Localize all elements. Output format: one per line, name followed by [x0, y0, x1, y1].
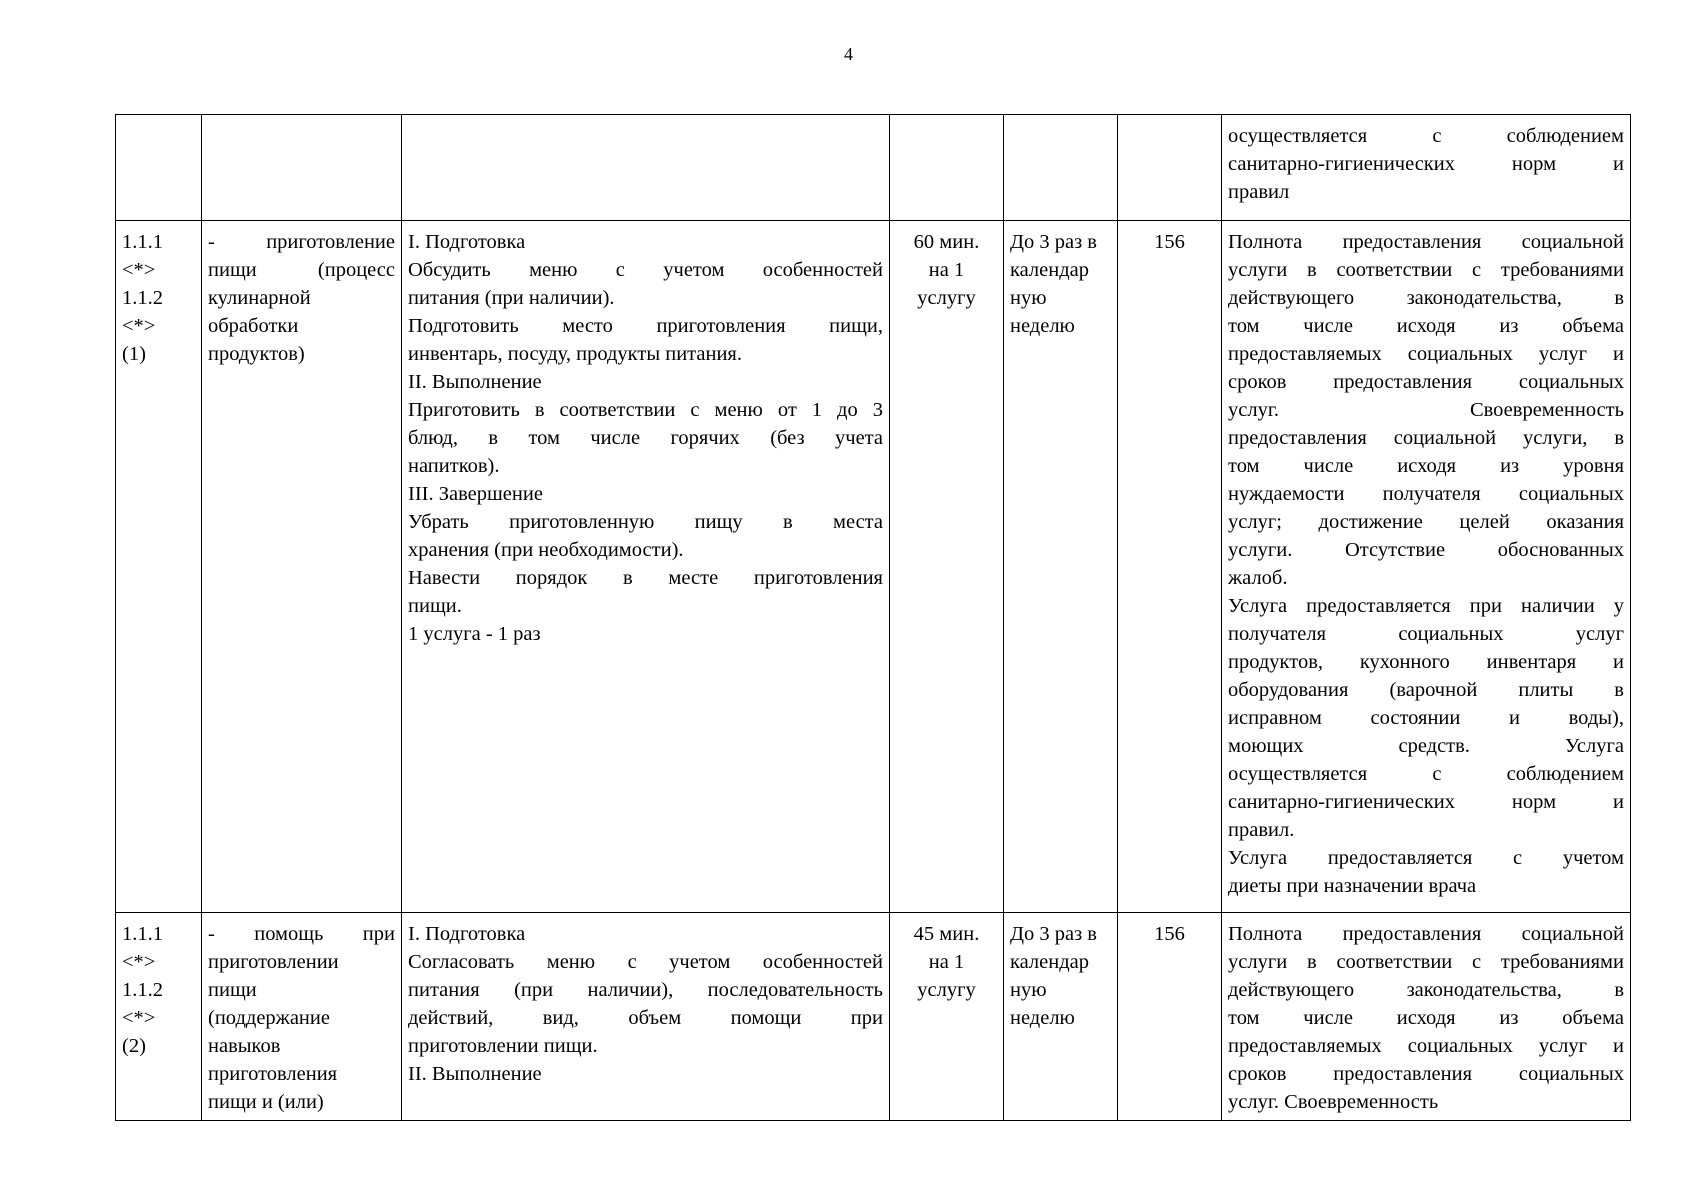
text-line: на 1	[928, 259, 965, 281]
text-line: моющих средств. Услуга	[1228, 735, 1624, 757]
quality-cell	[1222, 913, 1631, 1121]
text-line: Навести порядок в месте приготовления	[408, 567, 883, 589]
text-line: приготовления	[208, 1063, 338, 1085]
procedure-cell	[402, 221, 890, 913]
id-cell	[116, 221, 202, 913]
text-line: осуществляется с соблюдением	[1228, 763, 1624, 785]
text-line: Полнота предоставления социальной	[1228, 923, 1624, 945]
name-cell	[202, 221, 402, 913]
text-line: санитарно-гигиенических норм и	[1228, 153, 1624, 175]
text-line: услугу	[917, 979, 976, 1001]
table-row	[116, 221, 1631, 913]
text-line: продуктов)	[208, 343, 305, 365]
text-line: услуг. Своевременность	[1228, 1091, 1439, 1113]
text-line: нуждаемости получателя социальных	[1228, 483, 1624, 505]
text-line: осуществляется с соблюдением	[1228, 125, 1624, 147]
text-line: пищи (процесс	[208, 259, 395, 281]
name-cell	[202, 115, 402, 221]
text-line: пищи.	[408, 595, 462, 617]
procedure-cell	[402, 913, 890, 1121]
text-line: Обсудить меню с учетом особенностей	[408, 259, 883, 281]
text-line: <*>	[122, 1007, 156, 1029]
text-line: услуги в соответствии с требованиями	[1228, 259, 1624, 281]
id-cell	[116, 913, 202, 1121]
text-line: Подготовить место приготовления пищи,	[408, 315, 883, 337]
text-line: 1.1.1	[122, 231, 163, 253]
text-line: сроков предоставления социальных	[1228, 1063, 1624, 1085]
frequency-cell	[1004, 221, 1118, 913]
text-line: услугу	[917, 287, 976, 309]
text-line: приготовлении	[208, 951, 339, 973]
text-line: блюд, в том числе горячих (без учета	[408, 427, 883, 449]
text-line: получателя социальных услуг	[1228, 623, 1624, 645]
text-line: Убрать приготовленную пищу в места	[408, 511, 883, 533]
text-line: услуг; достижение целей оказания	[1228, 511, 1624, 533]
text-line: (2)	[122, 1035, 146, 1057]
count-cell	[1118, 221, 1222, 913]
text-line: 1.1.2	[122, 287, 163, 309]
table-row	[116, 115, 1631, 221]
text-line: - приготовление	[208, 231, 395, 253]
text-line: I. Подготовка	[408, 231, 526, 253]
text-line: обработки	[208, 315, 299, 337]
text-line: пищи	[208, 979, 257, 1001]
procedure-cell	[402, 115, 890, 221]
text-line: кулинарной	[208, 287, 311, 309]
text-line: санитарно-гигиенических норм и	[1228, 791, 1624, 813]
id-cell	[116, 115, 202, 221]
text-line: II. Выполнение	[408, 1063, 542, 1085]
text-line: I. Подготовка	[408, 923, 526, 945]
text-line: инвентарь, посуду, продукты питания.	[408, 343, 742, 365]
table-row	[116, 913, 1631, 1121]
text-line: 1.1.2	[122, 979, 163, 1001]
text-line: навыков	[208, 1035, 281, 1057]
quality-cell	[1222, 115, 1631, 221]
text-line: II. Выполнение	[408, 371, 542, 393]
text-line: пищи и (или)	[208, 1091, 324, 1113]
text-line: Приготовить в соответствии с меню от 1 до 3	[408, 399, 883, 421]
text-line: правил.	[1228, 819, 1295, 841]
text-line: услуги. Отсутствие обоснованных	[1228, 539, 1624, 561]
text-line: действующего законодательства, в	[1228, 979, 1624, 1001]
text-line: жалоб.	[1228, 567, 1288, 589]
time-cell	[890, 913, 1004, 1121]
text-line: предоставляемых социальных услуг и	[1228, 1035, 1624, 1057]
text-line: <*>	[122, 259, 156, 281]
text-line: - помощь при	[208, 923, 395, 945]
time-cell	[890, 221, 1004, 913]
page-number: 4	[844, 44, 853, 64]
text-line: диеты при назначении врача	[1228, 875, 1477, 897]
text-line: <*>	[122, 951, 156, 973]
text-line: До 3 раз в	[1010, 231, 1097, 253]
quality-cell	[1222, 221, 1631, 913]
text-line: Услуга предоставляется при наличии у	[1228, 595, 1624, 617]
text-line: ную	[1010, 287, 1047, 309]
text-line: оборудования (варочной плиты в	[1228, 679, 1624, 701]
text-line: действий, вид, объем помощи при	[408, 1007, 883, 1029]
text-line: календар	[1010, 259, 1090, 281]
name-cell	[202, 913, 402, 1121]
count-cell	[1118, 913, 1222, 1121]
text-line: (поддержание	[208, 1007, 330, 1029]
count-cell	[1118, 115, 1222, 221]
text-line: Полнота предоставления социальной	[1228, 231, 1624, 253]
count-value: 156	[1154, 923, 1185, 945]
time-cell	[890, 115, 1004, 221]
text-line: 60 мин.	[913, 231, 980, 253]
text-line: предоставления социальной услуги, в	[1228, 427, 1624, 449]
text-line: неделю	[1010, 1007, 1075, 1029]
text-line: питания (при наличии).	[408, 287, 615, 309]
text-line: III. Завершение	[408, 483, 543, 505]
text-line: Согласовать меню с учетом особенностей	[408, 951, 883, 973]
text-line: продуктов, кухонного инвентаря и	[1228, 651, 1624, 673]
text-line: том числе исходя из уровня	[1228, 455, 1624, 477]
text-line: на 1	[928, 951, 965, 973]
text-line: том числе исходя из объема	[1228, 1007, 1624, 1029]
text-line: неделю	[1010, 315, 1075, 337]
text-line: сроков предоставления социальных	[1228, 371, 1624, 393]
count-value: 156	[1154, 231, 1185, 253]
text-line: 45 мин.	[913, 923, 980, 945]
text-line: ную	[1010, 979, 1047, 1001]
text-line: том числе исходя из объема	[1228, 315, 1624, 337]
text-line: правил	[1228, 181, 1290, 203]
text-line: 1 услуга - 1 раз	[408, 623, 541, 645]
text-line: Услуга предоставляется с учетом	[1228, 847, 1624, 869]
frequency-cell	[1004, 913, 1118, 1121]
text-line: питания (при наличии), последовательность	[408, 979, 883, 1001]
text-line: хранения (при необходимости).	[408, 539, 684, 561]
text-line: исправном состоянии и воды),	[1228, 707, 1624, 729]
text-line: (1)	[122, 343, 146, 365]
frequency-cell	[1004, 115, 1118, 221]
services-table	[115, 114, 1631, 1121]
text-line: услуг. Своевременность	[1228, 399, 1624, 421]
text-line: календар	[1010, 951, 1090, 973]
text-line: До 3 раз в	[1010, 923, 1097, 945]
text-line: приготовлении пищи.	[408, 1035, 598, 1057]
text-line: действующего законодательства, в	[1228, 287, 1624, 309]
text-line: 1.1.1	[122, 923, 163, 945]
text-line: напитков).	[408, 455, 500, 477]
text-line: услуги в соответствии с требованиями	[1228, 951, 1624, 973]
text-line: предоставляемых социальных услуг и	[1228, 343, 1624, 365]
text-line: <*>	[122, 315, 156, 337]
